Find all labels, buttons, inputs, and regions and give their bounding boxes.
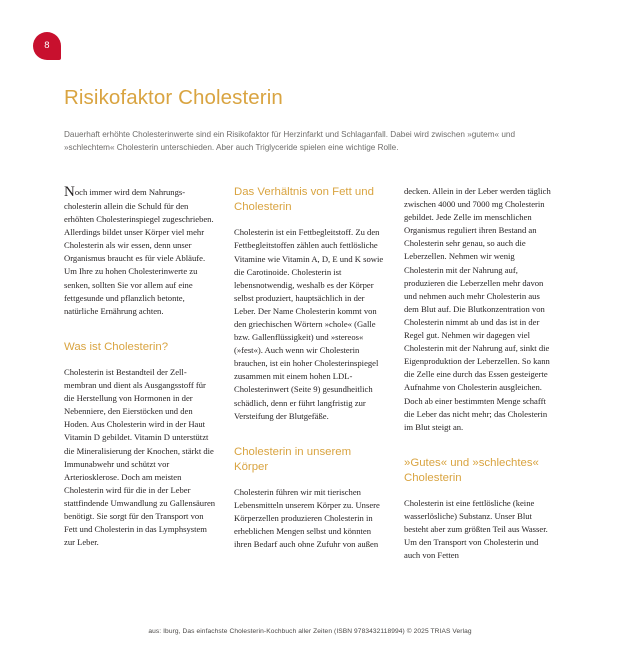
page-number-label: 8 bbox=[44, 40, 50, 52]
page-title: Risikofaktor Cholesterin bbox=[64, 86, 283, 109]
section-body-cholesterin-in-unserem-koerper: Cholesterin führen wir mit tierischen Lebensmitteln unserem Körper zu. Unsere Körperzellen produzieren Cholesterin in erheblichen Mengen selbst und könnten ihren Bedarf auch ohne Zufuhr von außen bbox=[234, 487, 380, 550]
drop-cap: N bbox=[64, 184, 75, 200]
section-body-verhaeltnis-fett-cholesterin: Cholesterin ist ein Fettbegleitstoff. Zu den Fettbegleitstoffen zählen auch fettlösliche Vitamine wie Vitamin A, D, E und K sowie die Carotinoide. Cholesterin ist lebensnotwendig, weshalb es der Körper selbst produziert, hauptsächlich in der Leber. Der Name Cholesterin kommt von den griechischen Wörtern »chole« (Galle bzw. Gallenflüssigkeit) und »stereos« (»fest«). Auch wenn wir Cholesterin brauchen, ist ein hoher Cholesterinspiegel zusammen mit einem hohen LDL-Cholesterinwert (Seite 9) gesundheitlich schädlich, denn er führt langfristig zur Versteifung der Blutgefäße. bbox=[234, 227, 384, 421]
article-columns bbox=[64, 185, 556, 563]
continued-body-paragraph: decken. Allein in der Leber werden täglich zwischen 4000 und 7000 mg Cholesterin gebildet. Jede Zelle im menschlichen Organismus reguliert ihren Bestand an Cholesterin sehr genau, so auch die Leberzellen. Nehmen wir wenig Cholesterin mit der Nahrung auf, produzieren die Leberzellen mehr davon und nehmen auch mehr Cholesterin aus dem Blut auf. Die Blutkonzentration von Cholesterin nimmt ab und das ist in der Regel gut. Nehmen wir dagegen viel Cholesterin mit der Nahrung auf, sinkt die Eigenproduktion der Leberzellen. So kann die Zelle eine durch das Essen gesteigerte Aufnahme von Cholesterin ausgleichen. Doch ab einer bestimmten Menge schafft die Leber das nicht mehr; das Cholesterin im Blut steigt an. bbox=[404, 186, 551, 432]
chapter-title-block bbox=[64, 86, 564, 154]
intro-paragraph bbox=[64, 185, 216, 318]
section-heading-gutes-und-schlechtes-cholesterin: »Gutes« und »schlechtes« Cholesterin bbox=[404, 456, 539, 484]
chapter-standfirst: Dauerhaft erhöhte Cholesterinwerte sind ein Risikofaktor für Herzinfarkt und Schlaganfall. Dabei wird zwischen »gutem« und »schlechtem« Cholesterin unterschieden. Aber auch Triglyceride spielen eine wichtige Rolle. bbox=[64, 129, 516, 152]
section-body-gutes-und-schlechtes-cholesterin: Cholesterin ist eine fettlösliche (keine wasserlösliche) Substanz. Unser Blut besteht aber zum größten Teil aus Wasser. Um den Transport von Cholesterin und auch von Fetten bbox=[404, 498, 548, 561]
column-left bbox=[64, 185, 216, 563]
column-middle bbox=[234, 185, 386, 563]
intro-paragraph-text: och immer wird dem Nahrungscholesterin allein die Schuld für den erhöhten Cholesterinspiegel zugeschrieben. Allerdings bildet unser Körper viel mehr Cholesterin als wir essen, denn unser Organismus braucht es für viele Abläufe. Um Ihre zu hohen Cholesterinwerte zu senken, sollten Sie vor allem auf eine fettgesunde und pflanzlich betonte, natürliche Ernährung achten. bbox=[64, 187, 214, 316]
page-number-badge bbox=[33, 32, 61, 60]
section-heading-was-ist-cholesterin: Was ist Cholesterin? bbox=[64, 340, 169, 353]
section-heading-verhaeltnis-fett-cholesterin: Das Verhältnis von Fett und Cholesterin bbox=[234, 186, 374, 214]
page-footer bbox=[0, 629, 620, 636]
section-body-was-ist-cholesterin: Cholesterin ist Bestandteil der Zellmembran und dient als Ausgangsstoff für die Herstellung von Hormonen in der Nebenniere, den Eierstöcken und den Hoden. Aus Cholesterin wird in der Haut Vitamin D gebildet. Vitamin D unterstützt die Mineralisierung der Knochen, stärkt die Immunabwehr und schützt vor Arteriosklerose. Doch am meisten Cholesterin wird für die in der Leber stattfindende Umwandlung zu Gallensäuren benötigt. Sie sorgt für den Transport von Fett und Cholesterin in das Lymphsystem zur Leber. bbox=[64, 367, 216, 548]
footer-credit-text: aus: Iburg, Das einfachste Cholesterin-Kochbuch aller Zeiten (ISBN 9783432118994) © 2025 TRIAS Verlag bbox=[148, 628, 472, 635]
section-heading-cholesterin-in-unserem-koerper: Cholesterin in unserem Körper bbox=[234, 445, 352, 473]
column-right bbox=[404, 185, 556, 563]
